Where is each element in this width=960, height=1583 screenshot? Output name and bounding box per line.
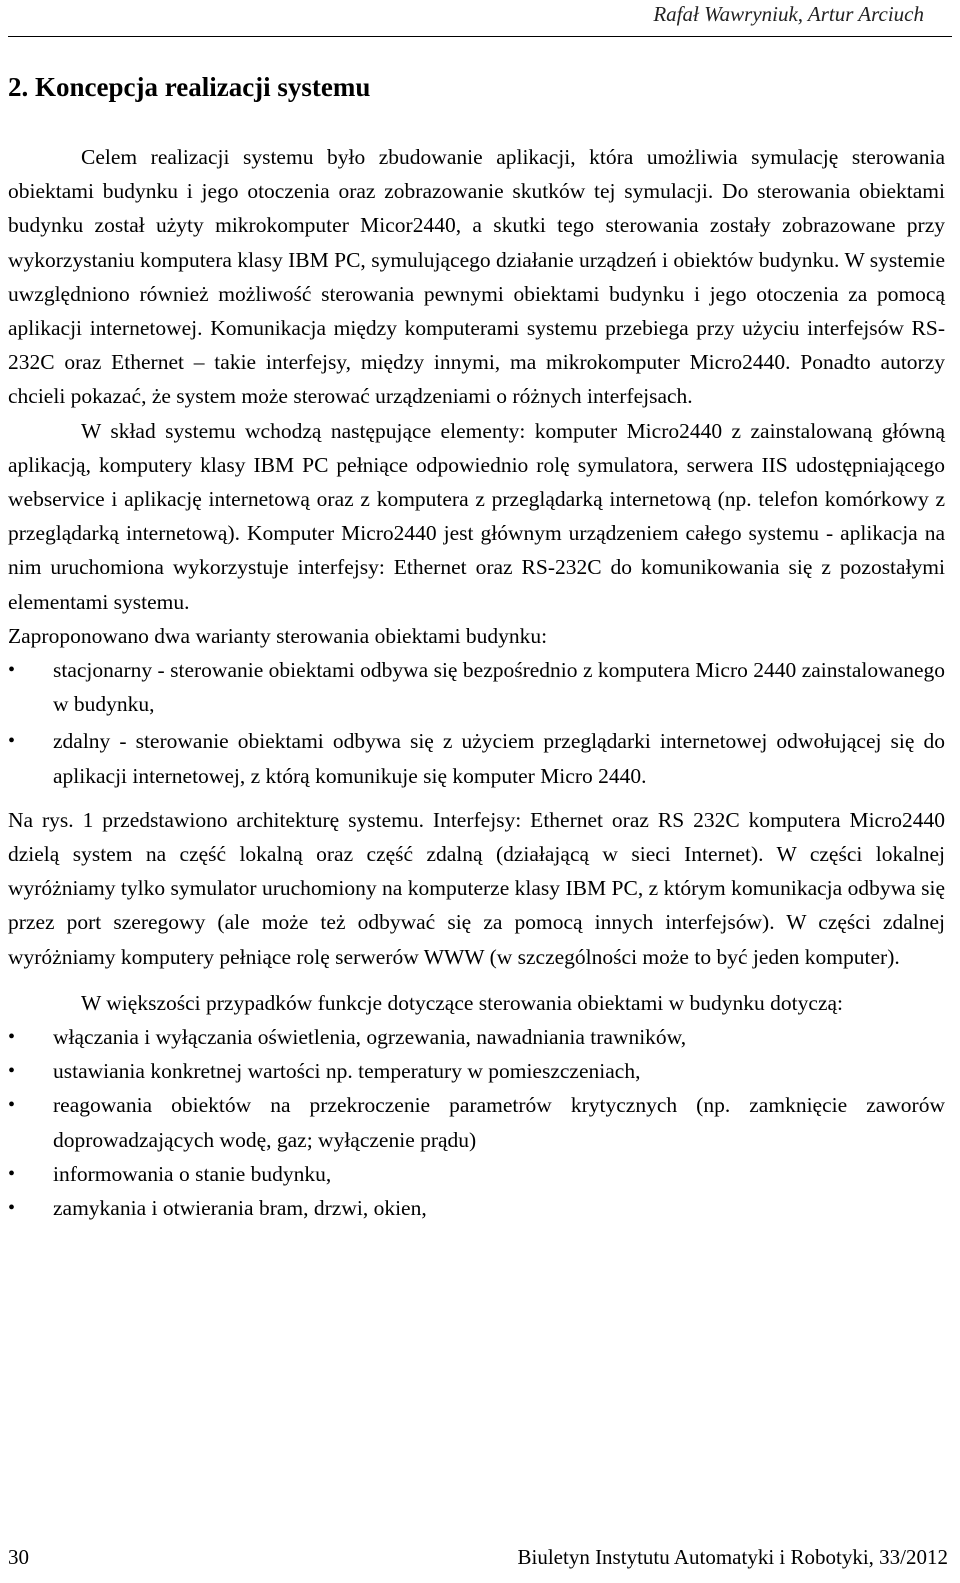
bullet-icon: • [8, 730, 16, 753]
bullet-icon: • [8, 659, 16, 682]
list-item: • stacjonarny - sterowanie obiektami odbywa się bezpośrednio z komputera Micro 2440 zainstalowanego w budynku, [8, 653, 945, 721]
section-title: 2. Koncepcja realizacji systemu [8, 72, 371, 102]
functions-list [8, 1020, 945, 1225]
list-item: • włączania i wyłączania oświetlenia, ogrzewania, nawadniania trawników, [8, 1020, 945, 1054]
paragraph-variants-intro: Zaproponowano dwa warianty sterowania obiektami budynku: [8, 623, 548, 648]
variants-list [8, 653, 945, 793]
list-item: • informowania o stanie budynku, [8, 1157, 945, 1191]
page-number: 30 [8, 1545, 29, 1569]
paragraph-goal: Celem realizacji systemu było zbudowanie aplikacji, która umożliwia symulację sterowania obiektami budynku i jego otoczenia oraz zobrazowanie skutków tej symulacji. Do sterowania obiektami budynku został użyty mikrokomputer Micor2440, a skutki tego sterowania zostały zobrazowane przy wykorzystaniu komputera klasy IBM PC, symulującego działanie urządzeń i obiektów budynku. W systemie uwzględniono również możliwość sterowania pewnymi obiektami budynku i jego otoczenia za pomocą aplikacji internetowej. Komunikacja między komputerami systemu przebiega przy użyciu interfejsów RS-232C oraz Ethernet – takie interfejsy, między innymi, ma mikrokomputer Micro2440. Ponadto autorzy chcieli pokazać, że system może sterować urządzeniami o różnych interfejsach. [8, 145, 945, 409]
paragraph-functions-intro: W większości przypadków funkcje dotyczące sterowania obiektami w budynku dotyczą: [81, 990, 844, 1015]
bullet-icon: • [8, 1026, 16, 1049]
bullet-icon: • [8, 1094, 16, 1117]
body-text [8, 140, 945, 1225]
bullet-icon: • [8, 1162, 16, 1185]
header-divider [8, 36, 952, 37]
list-item: • zdalny - sterowanie obiektami odbywa się z użyciem przeglądarki internetowej odwołującej się do aplikacji internetowej, z którą komunikuje się komputer Micro 2440. [8, 724, 945, 792]
running-head: Rafał Wawryniuk, Artur Arciuch [653, 2, 924, 26]
paragraph-components: W skład systemu wchodzą następujące elementy: komputer Micro2440 z zainstalowaną główną aplikacją, komputery klasy IBM PC pełniące odpowiednio rolę symulatora, serwera IIS udostępniającego webservice i aplikację internetową oraz z komputera z przeglądarką internetową (np. telefon komórkowy z przeglądarką internetową). Komputer Micro2440 jest głównym urządzeniem całego systemu - aplikacja na nim uruchomiona wykorzystuje interfejsy: Ethernet oraz RS-232C do komunikowania się z pozostałymi elementami systemu. [8, 418, 945, 614]
list-item: • zamykania i otwierania bram, drzwi, okien, [8, 1191, 945, 1225]
bullet-icon: • [8, 1060, 16, 1083]
list-item: • reagowania obiektów na przekroczenie parametrów krytycznych (np. zamknięcie zaworów doprowadzających wodę, gaz; wyłączenie prądu) [8, 1088, 945, 1156]
bullet-icon: • [8, 1197, 16, 1220]
journal-footer: Biuletyn Instytutu Automatyki i Robotyki, 33/2012 [517, 1545, 948, 1569]
list-item: • ustawiania konkretnej wartości np. temperatury w pomieszczeniach, [8, 1054, 945, 1088]
paragraph-architecture: Na rys. 1 przedstawiono architekturę systemu. Interfejsy: Ethernet oraz RS 232C komputera Micro2440 dzielą system na część lokalną oraz część zdalną (działającą w sieci Internet). W części lokalnej wyróżniamy tylko symulator uruchomiony na komputerze klasy IBM PC, z którym komunikacja odbywa się przez port szeregowy (ale może też odbywać się za pomocą innych interfejsów). W części zdalnej wyróżniamy komputery pełniące rolę serwerów WWW (w szczególności może to być jeden komputer). [8, 807, 945, 969]
